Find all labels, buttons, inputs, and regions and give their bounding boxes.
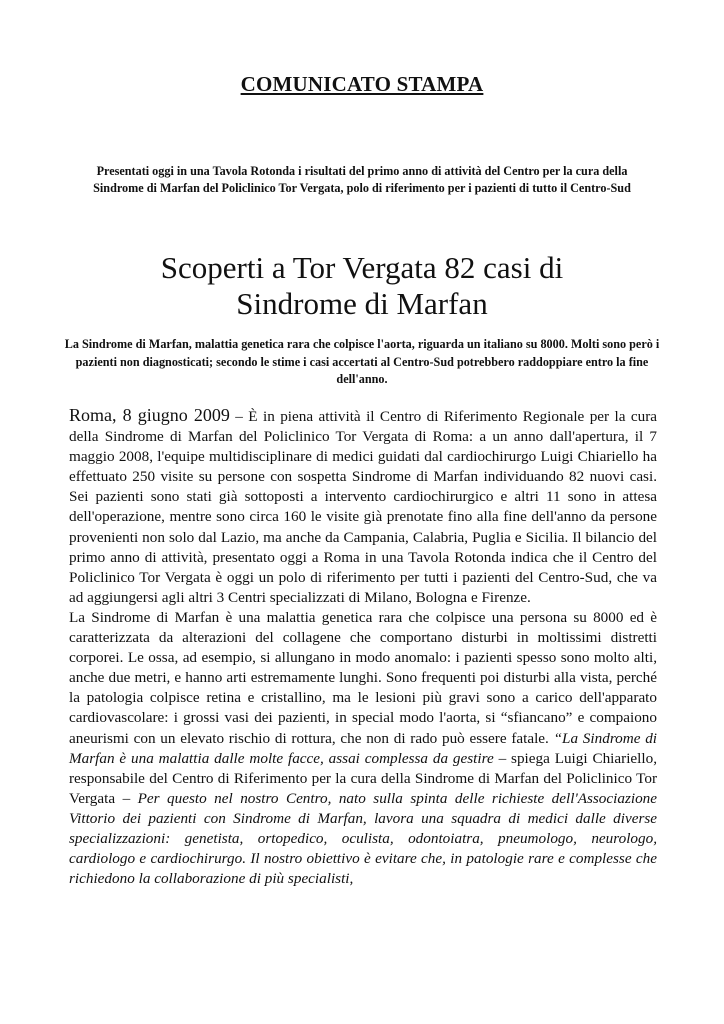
headline-line-2: Sindrome di Marfan [236, 286, 488, 321]
summary-paragraph: Presentati oggi in una Tavola Rotonda i risultati del primo anno di attività del Centro per la cura della Sindrome di Marfan del Policlinico Tor Vergata, polo di riferimento per i pazienti di tutto il Centro-Sud [93, 164, 631, 195]
headline-line-1: Scoperti a Tor Vergata 82 casi di [160, 250, 564, 285]
body-paragraph-1 [69, 405, 657, 608]
quote-1: “La Sindrome di Marfan è una malattia dalle molte facce, assai complessa da gestire [69, 729, 658, 767]
article-body [69, 405, 657, 889]
body-paragraph-2-text: La Sindrome di Marfan è una malattia genetica rara che colpisce una persona su 8000 ed è caratterizzata da alterazioni del collagene che comportano disturbi in moltissimi distretti corporei. Le ossa, ad esempio, si allungano in modo anomalo: i pazienti spesso sono molto alti, anche due metri, e hanno arti estremamente lunghi. Sono frequenti poi disturbi alla vista, perché la patologia colpisce retina e cristallino, ma le lesioni più gravi sono a carico dell'apparato cardiovascolare: i grossi vasi dei pazienti, in special modo l'aorta, si “sfiancano” e compaiono aneurismi con un elevato rischio di rottura, che non di rado può essere fatale. [69, 608, 657, 747]
quote-2: Per questo nel nostro Centro, nato sulla spinta delle richieste dell'Associazione Vittorio dei pazienti con Sindrome di Marfan, lavora una squadra di medici dalle diverse specializzazioni: genetista, ortopedico, oculista, odontoiatra, pneumologo, neurologo, cardiologo e cardiochirurgo. Il nostro obiettivo è evitare che, in patologie rare e complesse che richiedono la collaborazione di più specialisti, [69, 789, 658, 888]
document-header: COMUNICATO STAMPA [240, 72, 484, 96]
dateline: Roma, 8 giugno 2009 [69, 405, 230, 425]
subheadline: La Sindrome di Marfan, malattia genetica rara che colpisce l'aorta, riguarda un italiano su 8000. Molti sono però i pazienti non diagnosticati; secondo le stime i casi accertati al Centro-Sud potrebbero raddoppiare entro la fine dell'anno. [64, 337, 660, 386]
body-paragraph-2 [69, 608, 657, 889]
headline [60, 250, 664, 322]
attribution: – spiega Luigi Chiariello, responsabile del Centro di Riferimento per la cura della Sindrome di Marfan del Policlinico Tor Vergata – [69, 749, 657, 807]
body-paragraph-1-text: – È in piena attività il Centro di Riferimento Regionale per la cura della Sindrome di Marfan del Policlinico Tor Vergata di Roma: a un anno dall'apertura, il 7 maggio 2008, l'equipe multidisciplinare di medici guidati dal cardiochirurgo Luigi Chiariello ha effettuato 250 visite su persone con sospetta Sindrome di Marfan individuando 82 nuovi casi. Sei pazienti sono stati già sottoposti a intervento cardiochirurgico e altri 11 sono in attesa dell'operazione, mentre sono circa 160 le visite già prenotate fino alla fine dell'anno da persone provenienti non solo dal Lazio, ma anche da Campania, Calabria, Puglia e Sicilia. Il bilancio del primo anno di attività, presentato oggi a Roma in una Tavola Rotonda indica che il Centro del Policlinico Tor Vergata è oggi un polo di riferimento per tutti i pazienti del Centro-Sud, che va ad aggiungersi agli altri 3 Centri specializzati di Milano, Bologna e Firenze. [69, 408, 658, 606]
